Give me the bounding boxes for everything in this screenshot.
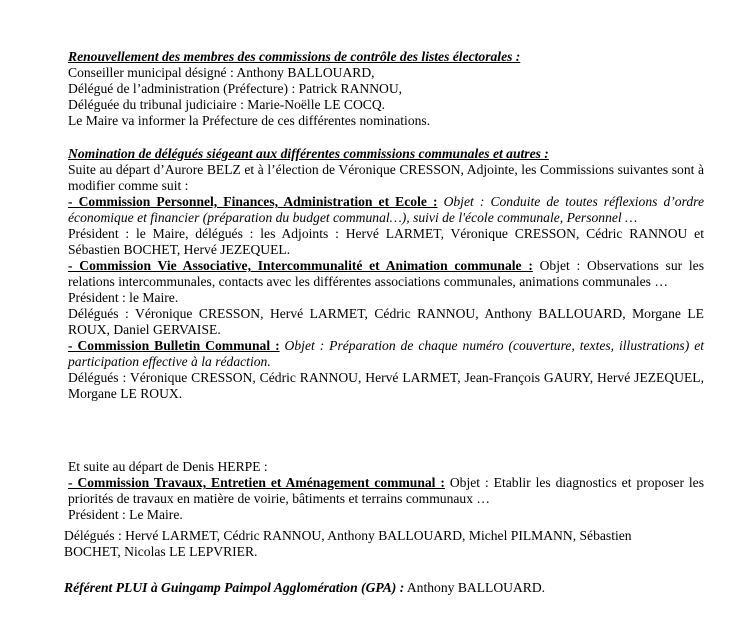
commission-president: Président : le Maire. xyxy=(68,290,179,305)
commission-title: - Commission Vie Associative, Intercommunalité et Animation communale : xyxy=(68,258,533,273)
referent-value: Anthony BALLOUARD. xyxy=(404,580,546,595)
commission-objet: Objet : Préparation de chaque numéro (couverture, textes, illustrations) et participation effective à la rédaction. xyxy=(68,338,705,369)
section-travaux xyxy=(68,459,704,523)
section-heading: Nomination de délégués siégeant aux différentes commissions communales et autres : xyxy=(68,146,549,161)
commission-president: Président : Le Maire. xyxy=(68,507,183,522)
commission-personnel-members: Président : le Maire, délégués : les Adjoints : Hervé LARMET, Véronique CRESSON, Cédric RANNOU et Sébastien BOCHET, Hervé JEZEQUEL. xyxy=(68,226,704,257)
commission-objet: Objet : Conduite de toutes réflexions d’ordre économique et financier (préparation du budget communal…), suivi de l'école communale, Personnel … xyxy=(68,194,704,225)
text-line: Déléguée du tribunal judiciaire : Marie-Noëlle LE COCQ. xyxy=(68,97,386,112)
commission-objet: Objet : Observations sur les relations intercommunales, contacts avec les différentes associations communales, animations communales … xyxy=(68,258,704,289)
text-line: Conseiller municipal désigné : Anthony BALLOUARD, xyxy=(68,65,375,80)
section-electoral-commissions xyxy=(68,49,704,129)
section-plui-referent xyxy=(64,580,700,596)
commission-personnel-objet xyxy=(68,194,704,226)
commission-objet: Objet : Etablir les diagnostics et proposer les priorités de travaux en matière de voirie, bâtiments et terrains communaux … xyxy=(68,475,705,506)
referent-label: Référent PLUI à Guingamp Paimpol Agglomération (GPA) : xyxy=(64,580,405,595)
text-line: Délégué de l’administration (Préfecture) : Patrick RANNOU, xyxy=(68,81,403,96)
commission-bulletin-members: Délégués : Véronique CRESSON, Cédric RANNOU, Hervé LARMET, Jean-François GAURY, Hervé JEZEQUEL, Morgane LE ROUX. xyxy=(68,370,704,401)
section-heading: Renouvellement des membres des commissions de contrôle des listes électorales : xyxy=(68,49,521,64)
commission-travaux-objet xyxy=(68,475,704,507)
commission-travaux-members: Délégués : Hervé LARMET, Cédric RANNOU, Anthony BALLOUARD, Michel PILMANN, Sébastien BOCHET, Nicolas LE LEPVRIER. xyxy=(64,528,632,559)
commission-title: - Commission Travaux, Entretien et Aménagement communal : xyxy=(68,475,445,490)
commission-vie-associative-objet xyxy=(68,258,704,290)
commission-title: - Commission Personnel, Finances, Administration et Ecole : xyxy=(68,194,438,209)
commission-bulletin-objet xyxy=(68,338,704,370)
text-line: Le Maire va informer la Préfecture de ces différentes nominations. xyxy=(68,113,431,128)
intro-paragraph: Suite au départ d’Aurore BELZ et à l’élection de Véronique CRESSON, Adjointe, les Commissions suivantes sont à modifier comme suit : xyxy=(68,162,704,193)
commission-vie-associative-members: Délégués : Véronique CRESSON, Hervé LARMET, Cédric RANNOU, Anthony BALLOUARD, Morgane LE ROUX, Daniel GERVAISE. xyxy=(68,306,704,337)
intro-line: Et suite au départ de Denis HERPE : xyxy=(68,459,268,474)
commission-title: - Commission Bulletin Communal : xyxy=(68,338,280,353)
section-delegates-nomination xyxy=(68,146,704,402)
